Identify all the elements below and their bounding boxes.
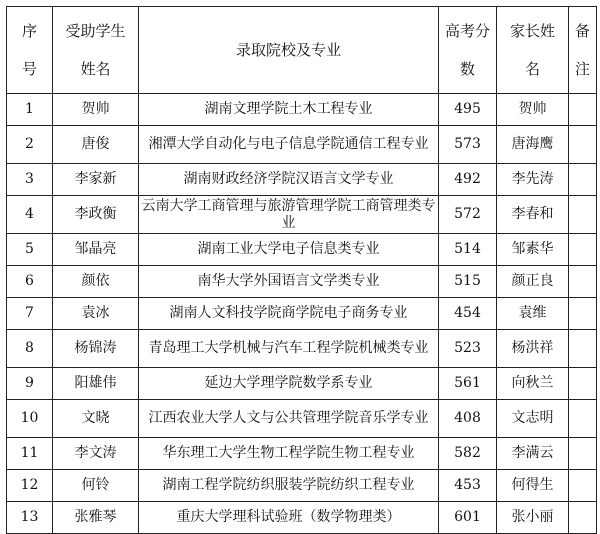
cell-note <box>569 438 597 470</box>
cell-index: 1 <box>7 94 53 126</box>
header-score <box>439 7 497 94</box>
cell-parent: 袁维 <box>497 298 569 330</box>
student-aid-table-wrapper <box>6 6 596 525</box>
cell-parent: 唐海鹰 <box>497 126 569 164</box>
header-parent-line2: 名 <box>524 60 540 78</box>
cell-score: 408 <box>439 400 497 438</box>
cell-parent: 邹素华 <box>497 234 569 266</box>
table-row <box>7 330 597 368</box>
cell-student: 杨锦涛 <box>53 330 139 368</box>
cell-student: 贺帅 <box>53 94 139 126</box>
cell-note <box>569 234 597 266</box>
cell-student: 李政衡 <box>53 196 139 234</box>
cell-parent: 李满云 <box>497 438 569 470</box>
cell-admission: 湖南人文科技学院商学院电子商务专业 <box>139 298 439 330</box>
cell-score: 514 <box>439 234 497 266</box>
header-note <box>569 7 597 94</box>
cell-student: 颜依 <box>53 266 139 298</box>
cell-parent: 何得生 <box>497 470 569 502</box>
cell-admission: 云南大学工商管理与旅游管理学院工商管理类专业 <box>139 196 439 234</box>
cell-admission: 南华大学外国语言文学类专业 <box>139 266 439 298</box>
header-parent-line1: 家长姓 <box>509 22 555 40</box>
cell-admission: 江西农业大学人文与公共管理学院音乐学专业 <box>139 400 439 438</box>
header-student-line1: 受助学生 <box>65 22 126 40</box>
cell-score: 561 <box>439 368 497 400</box>
cell-index: 2 <box>7 126 53 164</box>
header-score-line2: 数 <box>459 60 475 78</box>
cell-index: 4 <box>7 196 53 234</box>
cell-admission: 延边大学理学院数学系专业 <box>139 368 439 400</box>
header-student <box>53 7 139 94</box>
cell-index: 7 <box>7 298 53 330</box>
cell-index: 11 <box>7 438 53 470</box>
cell-note <box>569 470 597 502</box>
cell-admission: 华东理工大学生物工程学院生物工程专业 <box>139 438 439 470</box>
cell-note <box>569 502 597 534</box>
cell-score: 601 <box>439 502 497 534</box>
cell-student: 袁冰 <box>53 298 139 330</box>
cell-student: 何铃 <box>53 470 139 502</box>
table-row <box>7 368 597 400</box>
table-row <box>7 164 597 196</box>
cell-score: 572 <box>439 196 497 234</box>
cell-index: 5 <box>7 234 53 266</box>
cell-admission: 湖南工程学院纺织服装学院纺织工程专业 <box>139 470 439 502</box>
cell-admission: 湘潭大学自动化与电子信息学院通信工程专业 <box>139 126 439 164</box>
cell-admission: 湖南工业大学电子信息类专业 <box>139 234 439 266</box>
cell-student: 文晓 <box>53 400 139 438</box>
table-row <box>7 400 597 438</box>
table-row <box>7 438 597 470</box>
table-row <box>7 234 597 266</box>
cell-student: 李文涛 <box>53 438 139 470</box>
cell-note <box>569 126 597 164</box>
table-row <box>7 298 597 330</box>
table-row <box>7 196 597 234</box>
cell-admission: 重庆大学理科试验班（数学物理类） <box>139 502 439 534</box>
cell-score: 582 <box>439 438 497 470</box>
header-student-line2: 姓名 <box>80 60 111 78</box>
header-row <box>7 7 597 94</box>
header-note-line1: 备 <box>574 22 590 40</box>
cell-parent: 文志明 <box>497 400 569 438</box>
table-row <box>7 502 597 534</box>
cell-parent: 向秋兰 <box>497 368 569 400</box>
header-parent <box>497 7 569 94</box>
table-row <box>7 94 597 126</box>
table-row <box>7 126 597 164</box>
header-index <box>7 7 53 94</box>
table-row <box>7 266 597 298</box>
cell-score: 515 <box>439 266 497 298</box>
header-note-line2: 注 <box>574 60 590 78</box>
cell-index: 13 <box>7 502 53 534</box>
cell-note <box>569 266 597 298</box>
cell-index: 12 <box>7 470 53 502</box>
cell-index: 10 <box>7 400 53 438</box>
header-admission: 录取院校及专业 <box>139 7 439 94</box>
cell-student: 唐俊 <box>53 126 139 164</box>
cell-parent: 李春和 <box>497 196 569 234</box>
cell-index: 8 <box>7 330 53 368</box>
cell-index: 3 <box>7 164 53 196</box>
cell-note <box>569 196 597 234</box>
cell-admission: 湖南文理学院土木工程专业 <box>139 94 439 126</box>
cell-index: 6 <box>7 266 53 298</box>
header-index-line2: 号 <box>21 60 37 78</box>
cell-score: 573 <box>439 126 497 164</box>
cell-parent: 贺帅 <box>497 94 569 126</box>
student-aid-table <box>6 6 597 534</box>
cell-note <box>569 368 597 400</box>
cell-student: 阳雄伟 <box>53 368 139 400</box>
cell-note <box>569 164 597 196</box>
cell-score: 454 <box>439 298 497 330</box>
cell-index: 9 <box>7 368 53 400</box>
cell-note <box>569 400 597 438</box>
cell-note <box>569 94 597 126</box>
header-score-line1: 高考分 <box>444 22 490 40</box>
cell-score: 492 <box>439 164 497 196</box>
cell-parent: 李先涛 <box>497 164 569 196</box>
cell-student: 邹晶亮 <box>53 234 139 266</box>
cell-parent: 杨洪祥 <box>497 330 569 368</box>
cell-note <box>569 298 597 330</box>
cell-student: 张雅琴 <box>53 502 139 534</box>
cell-student: 李家新 <box>53 164 139 196</box>
cell-score: 495 <box>439 94 497 126</box>
cell-note <box>569 330 597 368</box>
header-index-line1: 序 <box>21 22 37 40</box>
table-row <box>7 470 597 502</box>
cell-score: 453 <box>439 470 497 502</box>
cell-admission: 青岛理工大学机械与汽车工程学院机械类专业 <box>139 330 439 368</box>
cell-admission: 湖南财政经济学院汉语言文学专业 <box>139 164 439 196</box>
cell-parent: 张小丽 <box>497 502 569 534</box>
cell-score: 523 <box>439 330 497 368</box>
cell-parent: 颜正良 <box>497 266 569 298</box>
